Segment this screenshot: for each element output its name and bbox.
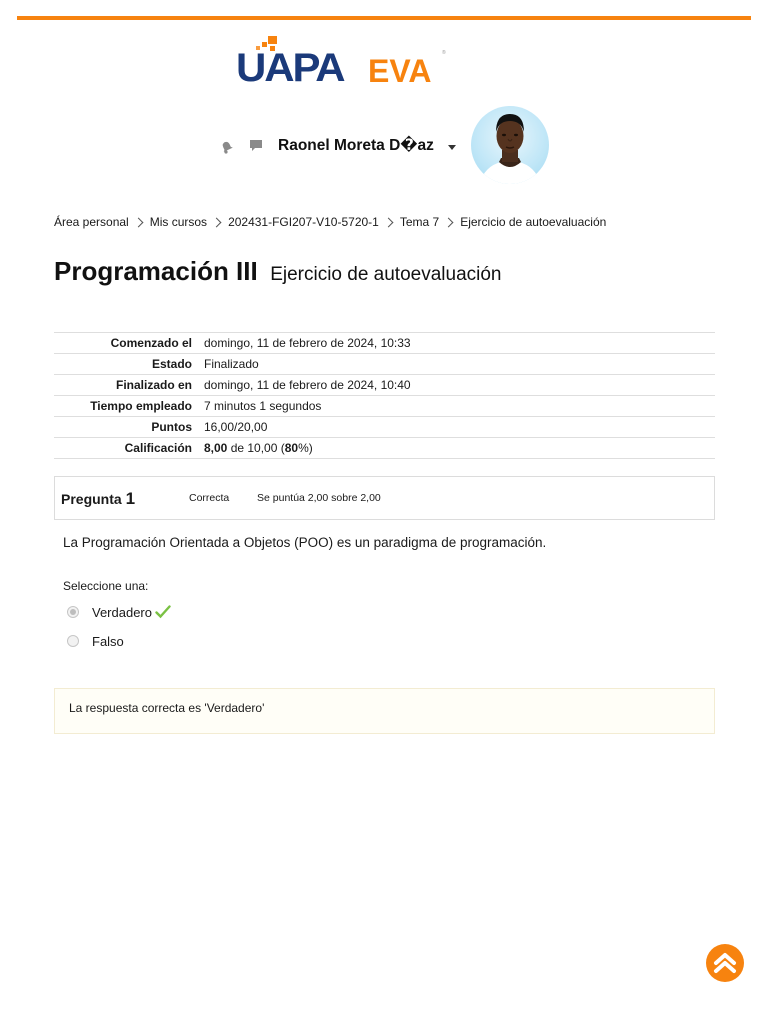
answer-option-true[interactable] [67, 603, 171, 621]
caret-down-icon[interactable] [448, 145, 456, 150]
grade-middle: de 10,00 ( [227, 441, 285, 455]
table-row [54, 333, 715, 354]
summary-value: 7 minutos 1 segundos [204, 399, 322, 413]
summary-grade-value [204, 438, 715, 459]
summary-value: Finalizado [204, 357, 259, 371]
summary-label: Finalizado en [115, 378, 192, 392]
logo-uapa-text: UAPA [236, 46, 344, 90]
check-icon [155, 605, 171, 619]
back-to-top-button[interactable] [706, 944, 744, 982]
answer-option-false[interactable] [67, 632, 124, 650]
chevron-up-icon [706, 944, 744, 982]
summary-value: domingo, 11 de febrero de 2024, 10:33 [204, 336, 411, 350]
chevron-right-icon [383, 217, 393, 227]
logo-registered-mark: ® [442, 50, 446, 56]
course-title: Programación III [54, 256, 258, 286]
page-title [54, 256, 502, 287]
question-state: Correcta [189, 492, 230, 504]
radio-false[interactable] [67, 635, 79, 647]
chevron-right-icon [444, 217, 454, 227]
activity-title: Ejercicio de autoevaluación [270, 264, 502, 285]
grade-percent: 80 [284, 441, 299, 455]
summary-label: Comenzado el [110, 336, 192, 350]
chevron-right-icon [133, 217, 143, 227]
summary-label: Puntos [151, 420, 192, 434]
table-row [54, 375, 715, 396]
user-name[interactable]: Raonel Moreta D�az [278, 137, 434, 154]
radio-true[interactable] [67, 606, 79, 618]
breadcrumb-item-course[interactable]: 202431-FGI207-V10-5720-1 [228, 215, 379, 229]
logo-eva-text: EVA [368, 53, 432, 89]
attempt-summary-table [54, 332, 715, 459]
summary-label: Calificación [124, 441, 192, 455]
question-text: La Programación Orientada a Objetos (POO) es un paradigma de programación. [63, 535, 547, 550]
question-grade: Se puntúa 2,00 sobre 2,00 [257, 492, 381, 504]
table-row [54, 354, 715, 375]
option-label: Verdadero [92, 604, 152, 620]
question-label-text: Pregunta [61, 491, 122, 507]
avatar[interactable] [471, 106, 549, 184]
breadcrumb [54, 215, 606, 229]
answer-prompt: Seleccione una: [63, 579, 149, 593]
avatar-portrait [471, 106, 549, 184]
question-number: 1 [125, 489, 136, 508]
option-label: Falso [92, 633, 124, 649]
breadcrumb-item-dashboard[interactable]: Área personal [54, 215, 129, 229]
breadcrumb-item-my-courses[interactable]: Mis cursos [149, 215, 208, 229]
table-row [54, 438, 715, 459]
bell-icon[interactable] [219, 139, 235, 155]
summary-label: Tiempo empleado [90, 399, 192, 413]
question-label [61, 489, 135, 509]
user-bar [0, 106, 768, 186]
feedback-box [54, 688, 715, 734]
table-row [54, 396, 715, 417]
chat-icon[interactable] [248, 138, 264, 154]
chevron-right-icon [212, 217, 222, 227]
summary-value: domingo, 11 de febrero de 2024, 10:40 [204, 378, 411, 392]
site-logo[interactable] [236, 36, 448, 90]
summary-label: Estado [151, 357, 192, 371]
correct-answer-text: La respuesta correcta es 'Verdadero' [69, 701, 265, 715]
summary-value: 16,00/20,00 [204, 420, 268, 434]
grade-end: %) [298, 441, 313, 455]
breadcrumb-item-activity[interactable]: Ejercicio de autoevaluación [460, 215, 607, 229]
grade-score: 8,00 [204, 441, 228, 455]
top-accent-bar [17, 16, 751, 20]
breadcrumb-item-topic[interactable]: Tema 7 [399, 215, 440, 229]
table-row [54, 417, 715, 438]
question-info-box [54, 476, 715, 520]
